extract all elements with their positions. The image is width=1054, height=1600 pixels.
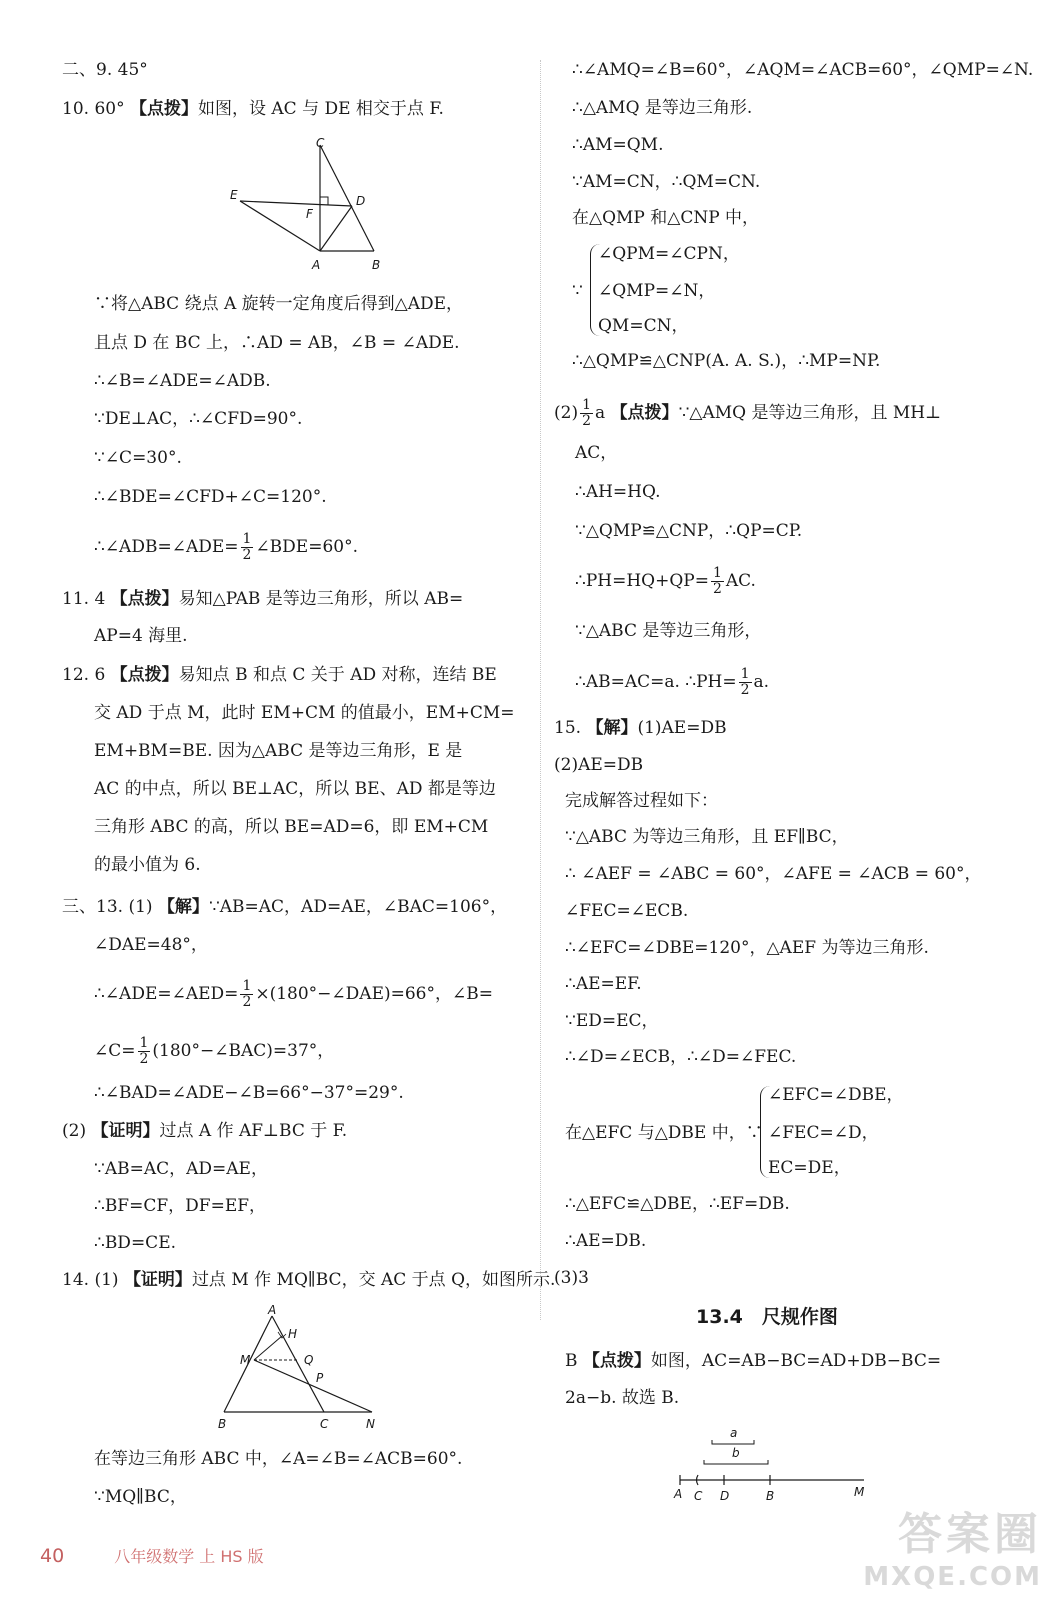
proof-line: ∴∠ADB=∠ADE= $\frac{1}{2}$ ∠BDE=60°. xyxy=(94,531,358,563)
page-footer xyxy=(40,1544,264,1567)
label-H: H xyxy=(288,1327,298,1341)
condition: ∠QPM=∠CPN， xyxy=(598,244,740,264)
proof-line: AC 的中点，所以 BE⊥AC，所以 BE、AD 都是等边 xyxy=(94,779,496,799)
answer-10: 10. 60° 【点拨】如图，设 AC 与 DE 相交于点 F. xyxy=(62,99,444,119)
proof-line: ∴BF=CF，DF=EF， xyxy=(94,1196,267,1216)
proof-line: ∵△QMP≌△CNP，∴QP=CP. xyxy=(575,521,803,541)
section-title: 13.4 尺规作图 xyxy=(696,1306,838,1328)
proof-line: ∵DE⊥AC，∴∠CFD=90°. xyxy=(94,409,303,429)
proof-line: ∴∠BDE=∠CFD+∠C=120°. xyxy=(94,487,327,507)
proof-line: ∴∠ADE=∠AED= $\frac{1}{2}$ ×(180°−∠DAE)=66°，∠B= xyxy=(94,978,493,1010)
proof-line: 且点 D 在 BC 上，∴AD = AB，∠B = ∠ADE. xyxy=(94,333,460,353)
label-C: C xyxy=(694,1489,703,1503)
proof-line: 完成解答过程如下： xyxy=(565,791,718,811)
proof-line: ∵AB=AC，AD=AE， xyxy=(94,1159,268,1179)
proof-line: 在等边三角形 ABC 中，∠A=∠B=∠ACB=60°. xyxy=(94,1449,463,1469)
proof-line: ∠FEC=∠ECB. xyxy=(565,901,689,921)
proof-line: 三角形 ABC 的高，所以 BE=AD=6，即 EM+CM xyxy=(94,817,489,837)
figure-rotated-triangle xyxy=(222,133,392,278)
condition: ∠QMP=∠N， xyxy=(598,281,716,301)
answer-3-13: 三、13. (1) 【解】∵AB=AC，AD=AE，∠BAC=106°， xyxy=(62,897,508,917)
condition: ∠EFC=∠DBE， xyxy=(768,1085,904,1105)
proof-line: ∵将△ABC 绕点 A 旋转一定角度后得到△ADE， xyxy=(94,294,464,314)
proof-line: 在△EFC 与△DBE 中，∵ xyxy=(565,1123,763,1143)
proof-line: ∴∠EFC=∠DBE=120°，△AEF 为等边三角形. xyxy=(565,938,929,958)
answer-14: 14. (1) 【证明】过点 M 作 MQ∥BC，交 AC 于点 Q，如图所示. xyxy=(62,1270,556,1290)
proof-line: ∴AE=EF. xyxy=(565,974,642,994)
proof-line: ∵∠C=30°. xyxy=(94,448,182,468)
fraction-half: $\frac{1}{2}$ xyxy=(242,531,252,563)
fraction-half: $\frac{1}{2}$ xyxy=(582,397,592,429)
proof-line: ∠DAE=48°， xyxy=(94,935,208,955)
fraction-half: $\frac{1}{2}$ xyxy=(740,666,750,698)
proof-line: AP=4 海里. xyxy=(94,626,188,646)
proof-line: (2)AE=DB xyxy=(554,755,644,775)
figure-segments xyxy=(668,1424,868,1504)
label-M: M xyxy=(854,1485,865,1499)
because-symbol: ∵ xyxy=(572,281,583,301)
label-Q: Q xyxy=(304,1353,314,1367)
label-P: P xyxy=(316,1371,324,1385)
answer-13-2: (2) 【证明】过点 A 作 AF⊥BC 于 F. xyxy=(62,1121,348,1141)
answer-15: 15. 【解】(1)AE=DB xyxy=(554,718,727,738)
proof-line: ∴∠D=∠ECB，∴∠D=∠FEC. xyxy=(565,1047,797,1067)
proof-line: ∴AH=HQ. xyxy=(575,482,661,502)
watermark: 答案圈 MXQE.COM xyxy=(863,1509,1042,1592)
answer-ruler-compass: B 【点拨】如图，AC=AB−BC=AD+DB−BC= xyxy=(565,1351,942,1371)
proof-line: ∵ED=EC， xyxy=(565,1011,659,1031)
proof-line: ∴∠BAD=∠ADE−∠B=66°−37°=29°. xyxy=(94,1083,404,1103)
column-divider xyxy=(540,60,541,1320)
proof-line: ∴ ∠AEF = ∠ABC = 60°，∠AFE = ∠ACB = 60°， xyxy=(565,864,982,884)
label-F: F xyxy=(306,207,313,221)
page-number: 40 xyxy=(40,1545,65,1567)
label-B: B xyxy=(218,1417,227,1431)
proof-line: ∵△ABC 是等边三角形， xyxy=(575,621,762,641)
proof-line: ∴△EFC≌△DBE，∴EF=DB. xyxy=(565,1194,790,1214)
label-E: E xyxy=(230,188,238,202)
fraction-half: $\frac{1}{2}$ xyxy=(242,978,252,1010)
label-M: M xyxy=(240,1353,251,1367)
label-B: B xyxy=(766,1489,775,1503)
label-B: B xyxy=(372,258,381,272)
proof-line: ∴∠AMQ=∠B=60°，∠AQM=∠ACB=60°，∠QMP=∠N. xyxy=(572,60,1034,80)
label-C: C xyxy=(320,1417,329,1431)
label-A: A xyxy=(674,1487,683,1501)
fraction-half: $\frac{1}{2}$ xyxy=(712,565,722,597)
proof-line: EM+BM=BE. 因为△ABC 是等边三角形，E 是 xyxy=(94,741,463,761)
proof-line: ∵MQ∥BC， xyxy=(94,1487,187,1507)
proof-line: ∴AM=QM. xyxy=(572,135,664,155)
proof-line: ∵AM=CN，∴QM=CN. xyxy=(572,172,761,192)
proof-line: 的最小值为 6. xyxy=(94,855,201,875)
condition: EC=DE， xyxy=(768,1158,851,1178)
proof-line: ∴△AMQ 是等边三角形. xyxy=(572,98,753,118)
label-D: D xyxy=(356,194,366,208)
answer-14-2: (2) $\frac{1}{2}$ a 【点拨】∵△AMQ 是等边三角形，且 MH⊥ xyxy=(554,397,942,429)
proof-line: 交 AD 于点 M，此时 EM+CM 的值最小，EM+CM= xyxy=(94,703,515,723)
label-N: N xyxy=(366,1417,375,1431)
figure-equilateral-triangle xyxy=(212,1304,392,1434)
label-C: C xyxy=(316,136,325,150)
proof-line: ∴PH=HQ+QP= $\frac{1}{2}$ AC. xyxy=(575,565,756,597)
proof-line: ∴△QMP≌△CNP(A. A. S.)，∴MP=NP. xyxy=(572,351,881,371)
answer-11: 11. 4 【点拨】易知△PAB 是等边三角形，所以 AB= xyxy=(62,589,464,609)
label-a: a xyxy=(730,1426,738,1440)
proof-line: AC， xyxy=(575,443,618,463)
answer-12: 12. 6 【点拨】易知点 B 和点 C 关于 AD 对称，连结 BE xyxy=(62,665,497,685)
condition: ∠FEC=∠D， xyxy=(768,1123,879,1143)
proof-line: ∴∠B=∠ADE=∠ADB. xyxy=(94,371,271,391)
proof-line: ∵△ABC 为等边三角形，且 EF∥BC， xyxy=(565,827,849,847)
proof-line: ∠C= $\frac{1}{2}$ (180°−∠BAC)=37°， xyxy=(94,1035,335,1067)
proof-line: 2a−b. 故选 B. xyxy=(565,1388,680,1408)
label-D: D xyxy=(720,1489,730,1503)
proof-line: ∴AB=AC=a. ∴PH= $\frac{1}{2}$ a. xyxy=(575,666,770,698)
book-title: 八年级数学 上 HS 版 xyxy=(114,1547,264,1566)
label-A: A xyxy=(312,258,321,272)
proof-line: ∴AE=DB. xyxy=(565,1231,647,1251)
proof-line: 在△QMP 和△CNP 中， xyxy=(572,208,760,228)
proof-line: ∴BD=CE. xyxy=(94,1233,177,1253)
condition: QM=CN， xyxy=(598,316,689,336)
fraction-half: $\frac{1}{2}$ xyxy=(139,1035,149,1067)
answer-2-9: 二、9. 45° xyxy=(62,60,148,80)
answer-15-3: (3)3 xyxy=(554,1268,589,1288)
label-b: b xyxy=(732,1446,740,1460)
label-A: A xyxy=(268,1304,277,1317)
